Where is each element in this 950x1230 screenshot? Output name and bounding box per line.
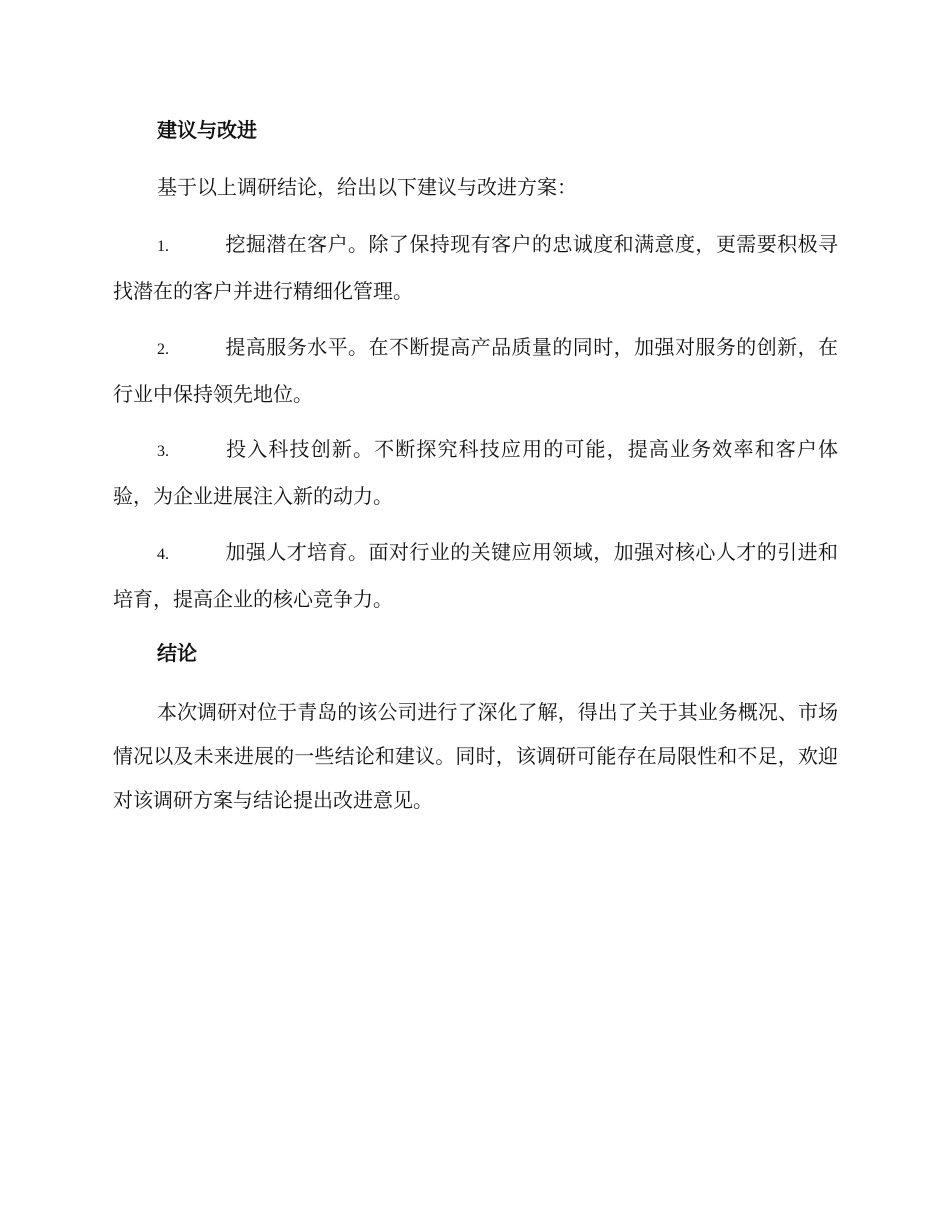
list-item bbox=[113, 427, 838, 518]
section-heading-suggestions: 建议与改进 bbox=[157, 118, 257, 142]
list-item-number: 2. bbox=[157, 341, 169, 358]
section-intro-paragraph: 基于以上调研结论，给出以下建议与改进方案： bbox=[157, 175, 577, 199]
list-item-number: 4. bbox=[157, 546, 169, 563]
conclusion-paragraph: 本次调研对位于青岛的该公司进行了深化了解，得出了关于其业务概况、市场情况以及未来进展的一些结论和建议。同时，该调研可能存在局限性和不足，欢迎对该调研方案与结论提出改进意见。 bbox=[113, 700, 838, 812]
list-item-text: 加强人才培育。面对行业的关键应用领域，加强对核心人才的引进和培育，提高企业的核心竞争力。 bbox=[113, 540, 838, 611]
list-item-number: 3. bbox=[157, 443, 169, 460]
list-item bbox=[113, 530, 838, 621]
list-item-text: 提高服务水平。在不断提高产品质量的同时，加强对服务的创新，在行业中保持领先地位。 bbox=[113, 335, 838, 406]
list-item-text: 投入科技创新。不断探究科技应用的可能，提高业务效率和客户体验，为企业进展注入新的动力。 bbox=[113, 437, 838, 508]
section-heading-conclusion: 结论 bbox=[157, 641, 197, 665]
list-item-number: 1. bbox=[157, 238, 169, 255]
list-item bbox=[113, 325, 838, 416]
list-item bbox=[113, 222, 838, 313]
list-item-text: 挖掘潜在客户。除了保持现有客户的忠诚度和满意度，更需要积极寻找潜在的客户并进行精细化管理。 bbox=[113, 232, 838, 303]
